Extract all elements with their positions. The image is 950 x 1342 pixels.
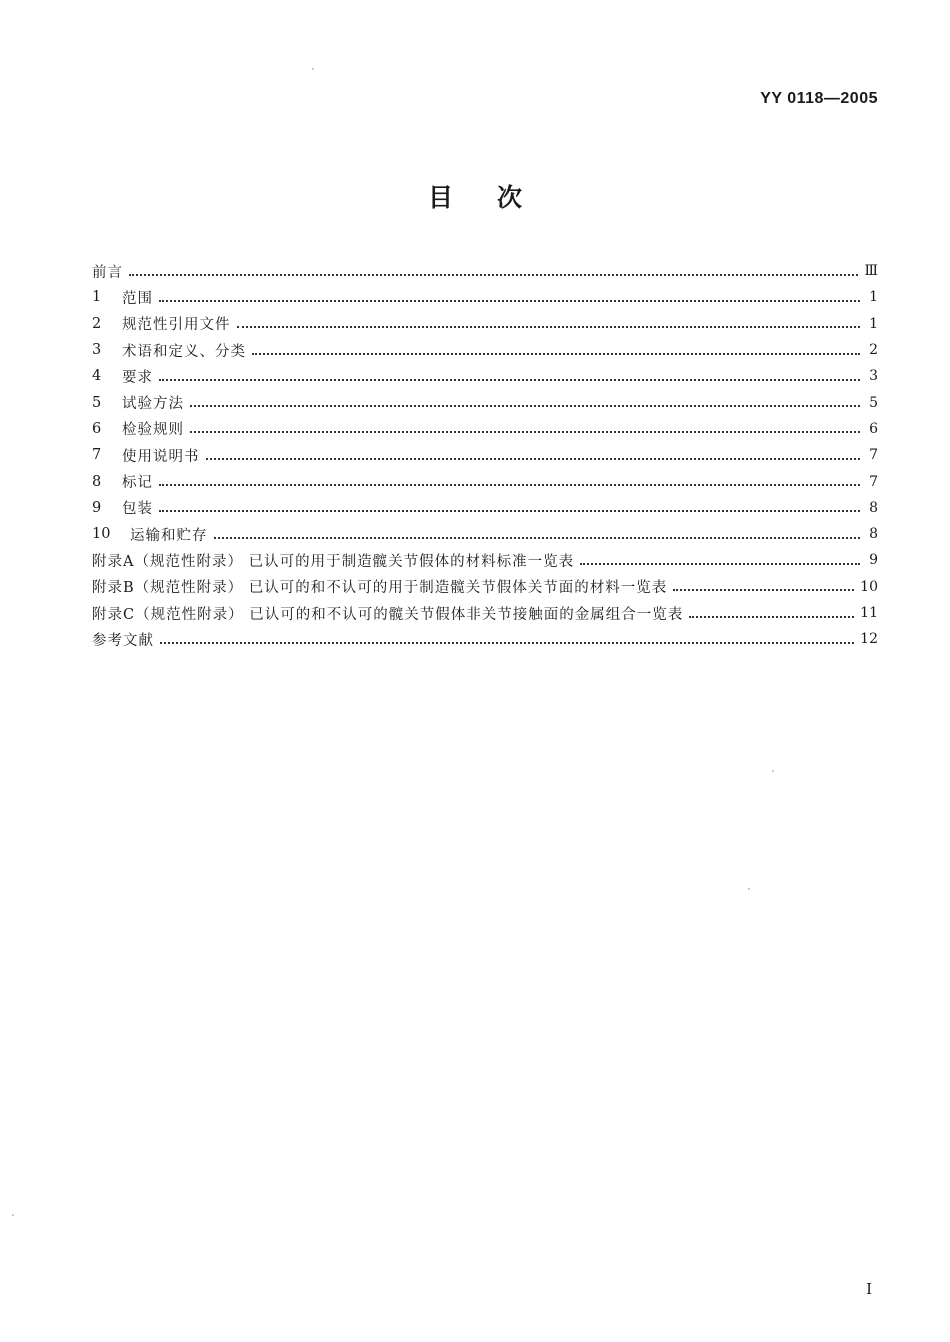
toc-label: 检验规则 (122, 422, 184, 439)
toc-page: Ⅲ (864, 263, 878, 280)
toc-page: 8 (869, 499, 878, 516)
toc-leader-dots (237, 325, 861, 328)
toc-label: 附录A（规范性附录） 已认可的用于制造髋关节假体的材料标准一览表 (92, 553, 575, 570)
toc-leader-dots (580, 562, 860, 565)
toc-leader-dots (689, 615, 854, 618)
toc-entry-9[interactable] (92, 495, 878, 521)
toc-page: 3 (869, 368, 878, 385)
toc-entry-bibliography[interactable] (92, 626, 878, 652)
toc-label: 要求 (122, 369, 153, 386)
toc-number: 4 (92, 368, 102, 385)
toc-label: 参考文献 (92, 632, 154, 649)
toc-page: 2 (869, 342, 878, 359)
toc-leader-dots (252, 352, 860, 355)
toc-entry-1[interactable] (92, 284, 878, 310)
page-number: I (866, 1280, 872, 1298)
toc-number: 7 (92, 447, 102, 464)
toc-number: 2 (92, 315, 102, 332)
toc-number: 9 (92, 499, 102, 516)
scan-speck (772, 770, 774, 772)
toc-page: 7 (869, 447, 878, 464)
scan-speck (312, 68, 314, 70)
toc-page: 1 (869, 315, 878, 332)
toc-page: 5 (869, 394, 878, 411)
toc-leader-dots (159, 378, 860, 381)
toc-entry-4[interactable] (92, 363, 878, 389)
toc-number: 10 (92, 526, 111, 543)
toc-label: 包装 (122, 501, 153, 518)
toc-label: 规范性引用文件 (122, 317, 231, 334)
toc-leader-dots (206, 457, 861, 460)
toc-entry-7[interactable] (92, 442, 878, 468)
toc-entry-5[interactable] (92, 389, 878, 415)
toc-label: 附录B（规范性附录） 已认可的和不认可的用于制造髋关节假体关节面的材料一览表 (92, 580, 668, 597)
toc-entry-annex-c[interactable] (92, 600, 878, 626)
toc-label: 附录C（规范性附录） 已认可的和不认可的髋关节假体非关节接触面的金属组合一览表 (92, 606, 684, 623)
toc-label: 标记 (122, 475, 153, 492)
toc-leader-dots (159, 483, 860, 486)
toc-leader-dots (160, 641, 854, 644)
toc-page: 8 (869, 526, 878, 543)
toc-leader-dots (129, 273, 858, 276)
toc-label: 范围 (122, 290, 153, 307)
toc-label: 术语和定义、分类 (122, 343, 246, 360)
toc-entry-3[interactable] (92, 337, 878, 363)
toc-number: 5 (92, 394, 102, 411)
toc-page: 11 (860, 605, 878, 621)
toc-label: 前言 (92, 264, 123, 281)
toc-entry-6[interactable] (92, 416, 878, 442)
toc-number: 1 (92, 289, 102, 306)
toc-leader-dots (190, 404, 860, 407)
toc-page: 10 (860, 578, 878, 595)
toc-entry-10[interactable] (92, 521, 878, 547)
toc-page: 7 (869, 473, 878, 490)
toc-page: 12 (860, 631, 878, 648)
toc-label: 使用说明书 (122, 448, 200, 465)
toc-entry-foreword[interactable] (92, 258, 878, 284)
toc-page: 1 (869, 289, 878, 306)
toc-leader-dots (673, 588, 854, 591)
toc-label: 运输和贮存 (130, 527, 208, 544)
toc-label: 试验方法 (122, 396, 184, 413)
scan-speck (748, 888, 750, 890)
toc-leader-dots (159, 299, 860, 302)
standard-code: YY 0118—2005 (760, 90, 878, 107)
toc-entry-8[interactable] (92, 468, 878, 494)
toc-entry-annex-b[interactable] (92, 574, 878, 600)
page-title: 目次 (427, 183, 566, 212)
table-of-contents (92, 258, 878, 652)
toc-leader-dots (190, 430, 860, 433)
toc-entry-2[interactable] (92, 311, 878, 337)
toc-leader-dots (214, 536, 861, 539)
toc-entry-annex-a[interactable] (92, 547, 878, 573)
toc-number: 3 (92, 342, 102, 359)
scan-speck (12, 1214, 14, 1216)
toc-number: 6 (92, 420, 102, 437)
toc-page: 9 (869, 552, 878, 569)
toc-leader-dots (159, 509, 860, 512)
toc-number: 8 (92, 473, 102, 490)
toc-page: 6 (869, 420, 878, 437)
